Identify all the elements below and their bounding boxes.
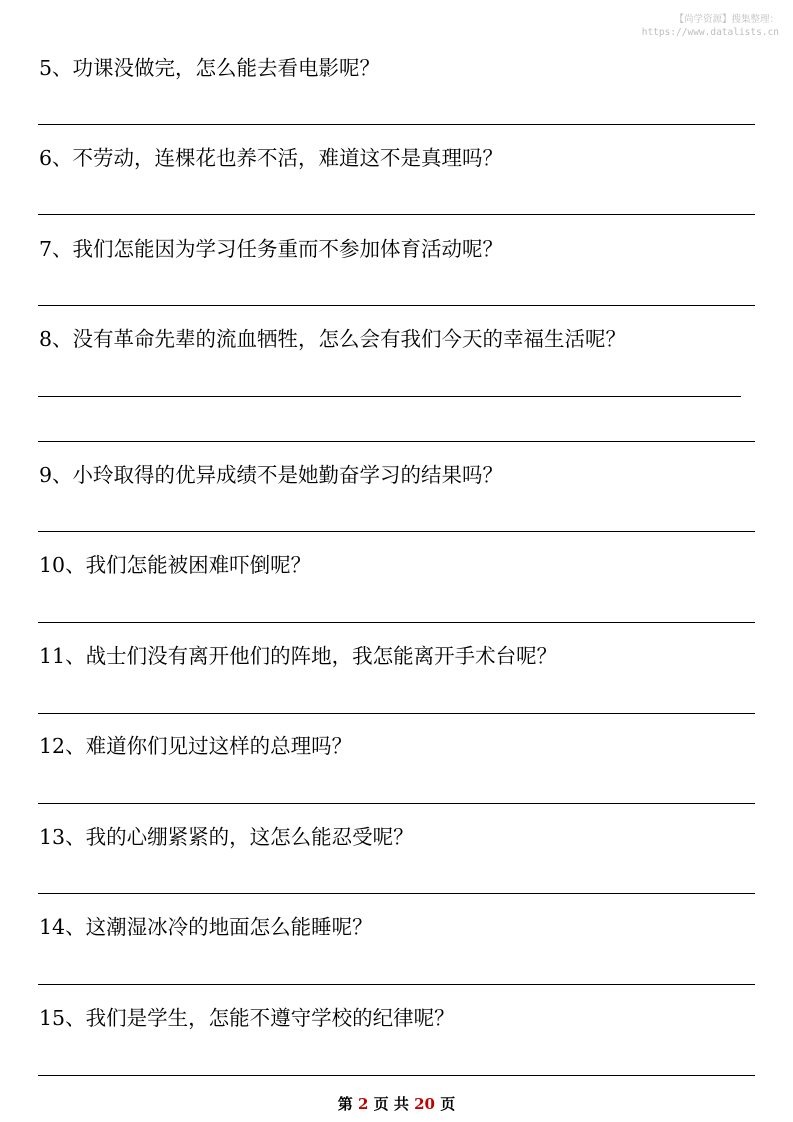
- question-13: 13、我的心绷紧紧的，这怎么能忍受呢？: [39, 825, 414, 849]
- question-12: 12、难道你们见过这样的总理吗？: [39, 734, 353, 758]
- answer-line: [38, 1075, 755, 1076]
- answer-line: [38, 396, 741, 397]
- question-11: 11、战士们没有离开他们的阵地，我怎能离开手术台呢？: [39, 644, 558, 668]
- answer-line: [38, 214, 755, 215]
- watermark-title: 【尚学资源】搜集整理：: [674, 14, 779, 25]
- question-10: 10、我们怎能被困难吓倒呢？: [39, 553, 312, 577]
- answer-line: [38, 803, 755, 804]
- answer-line: [38, 984, 755, 985]
- question-14: 14、这潮湿冰冷的地面怎么能睡呢？: [39, 915, 373, 939]
- answer-line: [38, 124, 755, 125]
- watermark: [642, 13, 779, 39]
- question-6: 6、不劳动，连棵花也养不活，难道这不是真理吗？: [39, 146, 504, 170]
- answer-line: [38, 305, 755, 306]
- question-15: 15、我们是学生，怎能不遵守学校的纪律呢？: [39, 1006, 455, 1030]
- watermark-url: https://www.datalists.cn: [641, 27, 779, 38]
- answer-line: [38, 713, 755, 714]
- answer-line: [38, 441, 755, 442]
- question-8: 8、没有革命先辈的流血牺牲，怎么会有我们今天的幸福生活呢？: [39, 327, 627, 351]
- footer-suffix: 页: [440, 1095, 456, 1113]
- current-page-number: 2: [357, 1095, 369, 1113]
- answer-line: [38, 531, 755, 532]
- question-7: 7、我们怎能因为学习任务重而不参加体育活动呢？: [39, 237, 504, 261]
- question-9: 9、小玲取得的优异成绩不是她勤奋学习的结果吗？: [39, 463, 504, 487]
- question-5: 5、功课没做完，怎么能去看电影呢？: [39, 56, 381, 80]
- page-footer: [0, 1093, 793, 1114]
- total-pages-number: 20: [414, 1095, 435, 1113]
- answer-line: [38, 893, 755, 894]
- answer-line: [38, 622, 755, 623]
- footer-prefix: 第: [337, 1095, 353, 1113]
- footer-middle: 页 共: [373, 1095, 409, 1113]
